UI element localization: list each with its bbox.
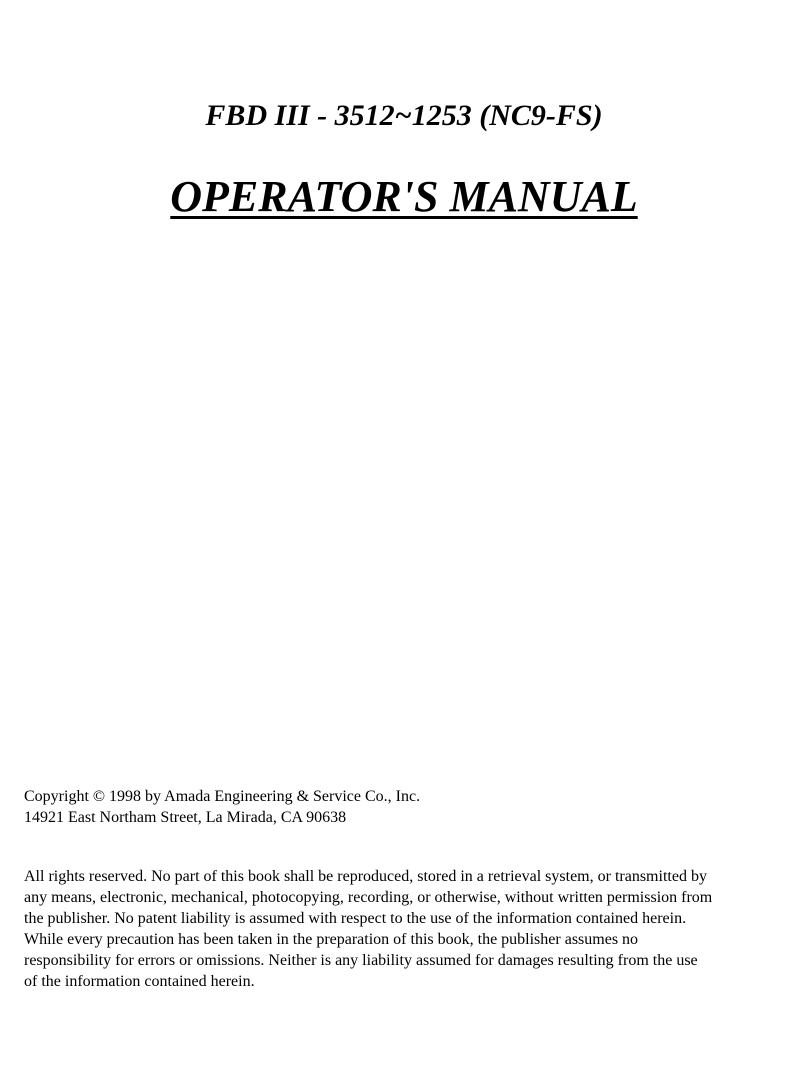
publisher-address: 14921 East Northam Street, La Mirada, CA 90638 bbox=[24, 809, 347, 826]
copyright-notice bbox=[24, 786, 794, 828]
rights-line: any means, electronic, mechanical, photocopying, recording, or otherwise, without written permission from bbox=[24, 889, 713, 906]
rights-line: All rights reserved. No part of this book shall be reproduced, stored in a retrieval system, or transmitted by bbox=[24, 868, 707, 885]
model-title: FBD III - 3512~1253 (NC9-FS) bbox=[205, 99, 603, 132]
rights-reserved-paragraph bbox=[24, 866, 794, 992]
rights-line: While every precaution has been taken in the preparation of this book, the publisher assumes no bbox=[24, 931, 639, 948]
rights-line: responsibility for errors or omissions. Neither is any liability assumed for damages resulting from the use bbox=[24, 952, 698, 969]
rights-line: of the information contained herein. bbox=[24, 973, 255, 990]
copyright-line: Copyright © 1998 by Amada Engineering & Service Co., Inc. bbox=[24, 788, 421, 805]
rights-line: the publisher. No patent liability is assumed with respect to the use of the information contained herein. bbox=[24, 910, 687, 927]
manual-title: OPERATOR'S MANUAL bbox=[170, 172, 638, 221]
